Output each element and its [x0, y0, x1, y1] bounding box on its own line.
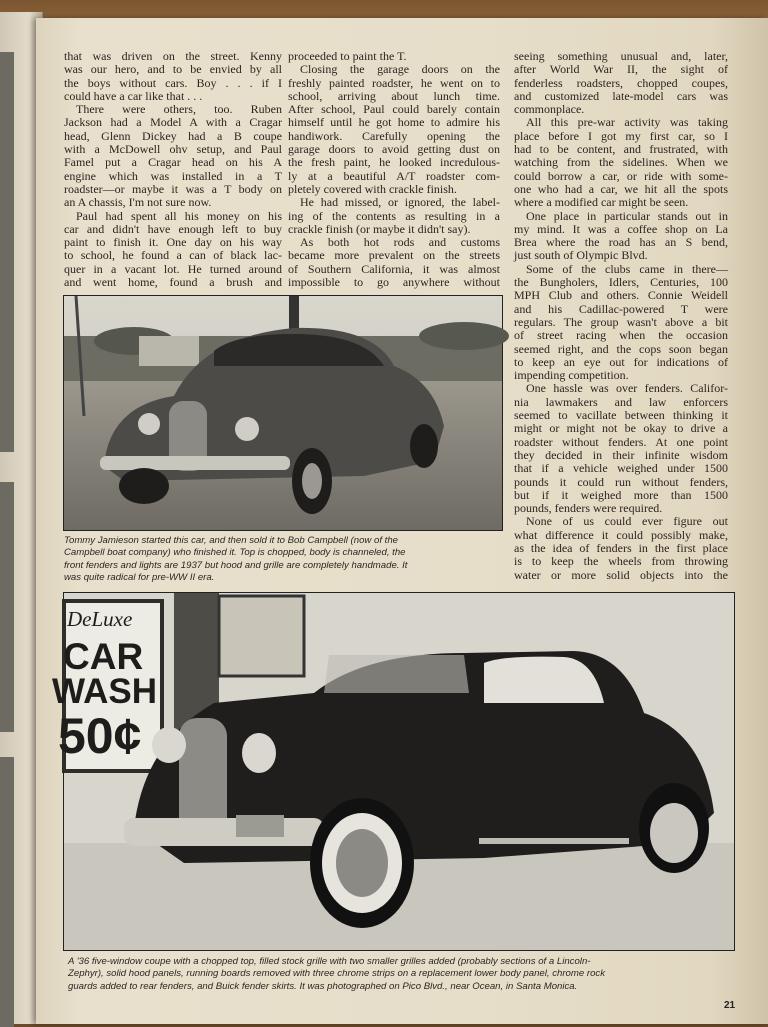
text-line: that was driven on the street. Kenny — [64, 49, 282, 63]
text-line: roadster—or maybe it was a T body on — [64, 181, 282, 196]
text-line: Paul had spent all his money on his — [76, 208, 282, 223]
text-line: handiwork. Carefully opening the — [288, 128, 500, 143]
caption-line: Zephyr), solid hood panels, running boards removed with three chrome strips on a replacement lower body panel, chrome rock — [68, 968, 605, 980]
text-line: as the idea of fenders in the first place — [514, 540, 728, 555]
text-line: crackle finish (or maybe it didn't say). — [288, 221, 471, 236]
text-line: the fresh paint, he looked incredulous- — [288, 155, 500, 170]
text-line: to keep an eye out for indications of — [514, 354, 728, 369]
text-column-2 — [288, 50, 500, 289]
text-line: himself until he got home to admire his — [288, 115, 500, 130]
text-line: water or more solid objects into the — [514, 567, 728, 582]
text-line: Famel put a Cragar head on his A — [64, 155, 282, 170]
caption-line: was quite radical for pre-WW II era. — [64, 571, 215, 583]
caption-line: A '36 five-window coupe with a chopped top, filled stock grille with two smaller grilles added (probably sections of a Lincoln- — [68, 956, 591, 967]
text-line: fenderless roadsters, chopped coupes, — [514, 75, 728, 90]
text-line: commonplace. — [514, 102, 585, 117]
text-line: freshly painted roadster, he went on to — [288, 75, 500, 90]
text-line: watching from the sidelines. When we — [514, 155, 728, 170]
photo-caption-2 — [68, 956, 728, 993]
text-line: None of us could ever figure out — [526, 514, 728, 529]
text-line: quer in a vacant lot. He turned around — [64, 261, 282, 276]
text-line: is to keep the wheels from throwing — [514, 554, 728, 569]
text-line: After school, Paul could barely contain — [288, 102, 500, 117]
text-line: but if it weighed more than 1500 — [514, 487, 728, 502]
text-line: MPH Club and others. Connie Weidell — [514, 288, 728, 303]
text-line: paint to finish it. One day on his way — [64, 235, 282, 250]
text-line: One hassle was over fenders. Califor- — [526, 381, 728, 396]
text-line: pletely covered with crackle finish. — [288, 181, 457, 196]
text-line: place before I got my first car, so I — [514, 128, 728, 143]
text-line: impending competition. — [514, 368, 629, 383]
text-column-3 — [514, 50, 728, 582]
text-line: of Southern California, it was almost — [288, 261, 500, 276]
sign-line1-text: CAR — [63, 636, 144, 677]
text-line: and customized late-model cars was — [514, 88, 728, 103]
text-line: garage doors to avoid getting dust on — [288, 142, 500, 157]
text-line: with a McDowell ohv setup, and Paul — [64, 142, 282, 157]
text-line: One place in particular stands out in — [526, 208, 728, 223]
text-line: might or might not be okay to drive a — [514, 421, 728, 436]
caption-line: Tommy Jamieson started this car, and then sold it to Bob Campbell (now of the — [64, 535, 398, 546]
text-line: roadster without fenders. At one point — [514, 434, 728, 449]
photo-five-window-coupe — [52, 592, 735, 951]
five-window-coupe-image — [52, 593, 734, 950]
text-line: after World War II, the sight of — [514, 62, 728, 77]
sign-brand-text: DeLuxe — [67, 607, 133, 631]
text-line: an A chassis, I'm not sure now. — [64, 195, 212, 210]
text-line: There were others, too. Ruben — [76, 102, 282, 117]
text-line: and went home, found a brush and — [64, 275, 282, 290]
text-line: of street racing when the occasion — [514, 328, 728, 343]
text-line: nia lawmakers and law enforcers — [514, 394, 728, 409]
text-line: He had missed, or ignored, the label- — [300, 195, 500, 210]
text-line: Some of the clubs came in there— — [526, 261, 728, 276]
text-line: Jackson had a Model A with a Cragar — [64, 115, 282, 130]
text-line: they decided in their infinite wisdom — [514, 447, 728, 462]
text-line: could borrow a car, or ride with some- — [514, 168, 728, 183]
text-line: where a modified car might be seen. — [514, 195, 689, 210]
sign-line2-text: WASH — [52, 672, 157, 711]
text-line: seemed right, and the cops soon began — [514, 341, 728, 356]
text-line: to school, he found a can of black lac- — [64, 248, 282, 263]
text-line: became more prevalent on the streets — [288, 248, 500, 263]
text-column-1 — [64, 50, 282, 289]
page-number: 21 — [724, 1000, 736, 1011]
text-line: seeing something unusual and, later, — [514, 49, 728, 63]
text-line: had to be content, and frustrated, with — [514, 142, 728, 157]
text-line: Brea where the road has an S bend, — [514, 235, 728, 250]
text-line: pounds it could run without fenders, — [514, 474, 728, 489]
text-line: the boys without cars. Boy . . . if I — [64, 75, 282, 90]
text-line: seemed to vacillate between thinking it — [514, 408, 728, 423]
text-line: impossible to go anywhere without — [288, 275, 500, 290]
sign-price-text: 50¢ — [58, 708, 142, 764]
text-line: ing of the contents as resulting in a — [288, 208, 500, 223]
text-line: was our hero, and to be envied by all — [64, 62, 282, 77]
text-line: one who had a car, we hit all the spots — [514, 181, 728, 196]
text-line: Closing the garage doors on the — [300, 62, 500, 77]
text-line: engine which was installed in a T — [64, 168, 282, 183]
text-line: just south of Olympic Blvd. — [514, 248, 648, 263]
text-line: As both hot rods and customs — [300, 235, 500, 250]
photo-caption-1 — [64, 535, 504, 584]
text-line: proceeded to paint the T. — [288, 49, 407, 63]
caption-line: guards added to rear fenders, and Buick fender skirts. It was photographed on Pico Blvd., near Ocean, in Santa Monica. — [68, 980, 578, 992]
text-line: my mind. It was a coffee shop on La — [514, 221, 728, 236]
coupe-photo-image — [64, 296, 502, 530]
text-line: school, arriving about lunch time. — [288, 88, 500, 103]
text-line: what difference it could possibly make, — [514, 527, 728, 542]
text-line: ly at a beautiful A/T roadster com- — [288, 168, 500, 183]
photo-channeled-coupe — [63, 295, 503, 531]
text-line: that if a vehicle weighed under 1500 — [514, 461, 728, 476]
text-line: head, Glenn Dickey had a B coupe — [64, 128, 282, 143]
text-line: and his Cadillac-powered T were — [514, 301, 728, 316]
text-line: All this pre-war activity was taking — [526, 115, 728, 130]
caption-line: Campbell boat company) who finished it. Top is chopped, body is channeled, the — [64, 547, 406, 559]
text-line: car and didn't have enough left to buy — [64, 221, 282, 236]
text-line: could have a car like that . . . — [64, 88, 203, 103]
text-line: regulars. The group wasn't above a bit — [514, 314, 728, 329]
text-line: pounds, fenders were required. — [514, 501, 663, 516]
text-line: the Bungholers, Idlers, Centuries, 100 — [514, 275, 728, 290]
caption-line: front fenders and lights are 1937 but hood and grille are completely handmade. It — [64, 559, 408, 571]
